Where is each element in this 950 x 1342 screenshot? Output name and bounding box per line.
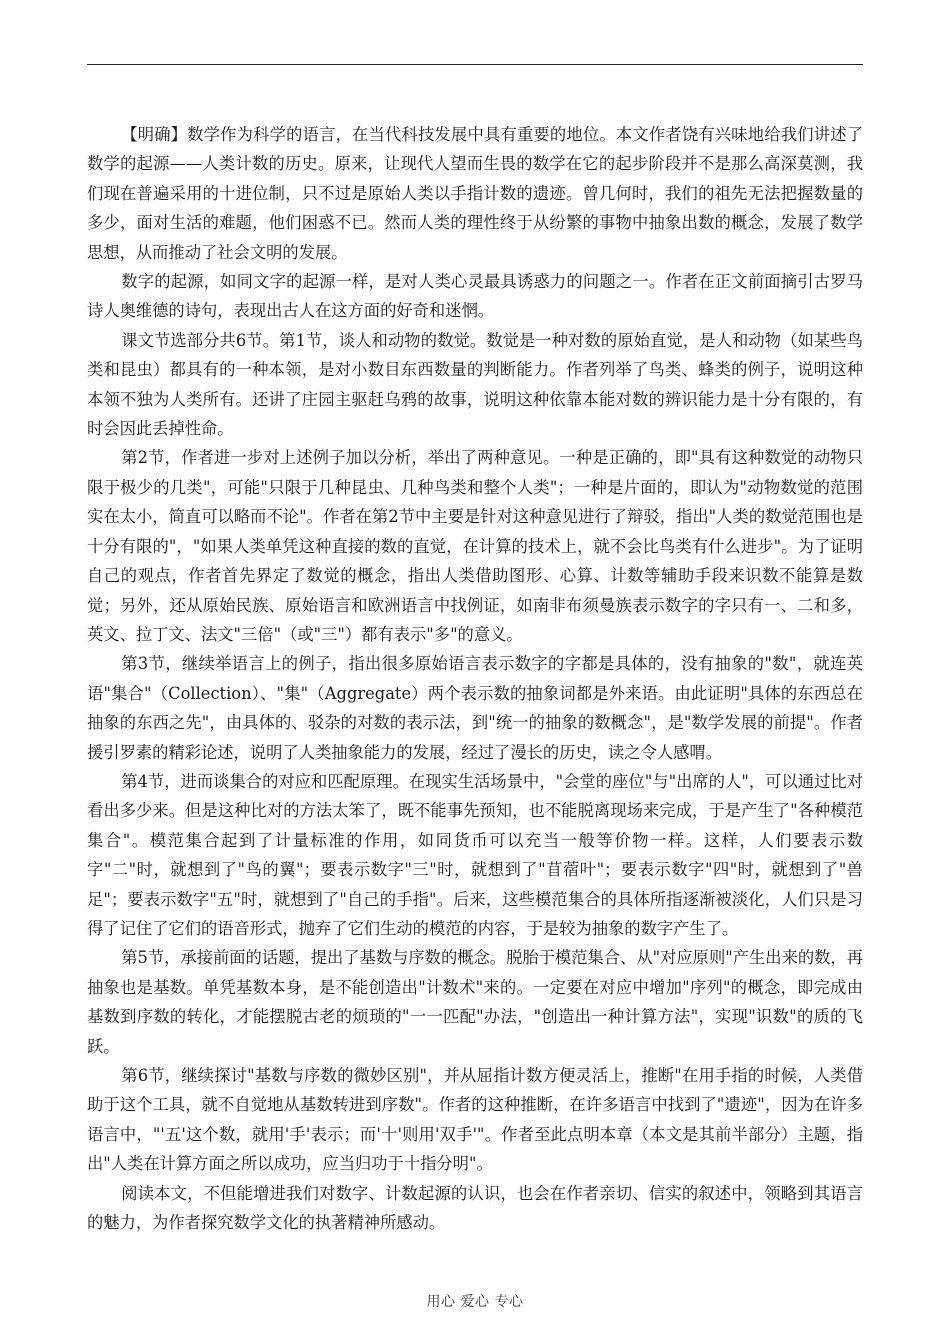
page-footer: 用心 爱心 专心 bbox=[426, 1294, 524, 1310]
paragraph-section-2: 第2节，作者进一步对上述例子加以分析，举出了两种意见。一种是正确的，即"具有这种数觉的动物只限于极少的几类"，可能"只限于几种昆虫、几种鸟类和整个人类"；一种是片面的，即认为"动物数觉的范围实在太小，简直可以略而不论"。作者在第2节中主要是针对这种意见进行了辩驳，指出"人类的数觉范围也是十分有限的"，"如果人类单凭这种直接的数的直觉，在计算的技术上，就不会比鸟类有什么进步"。为了证明自己的观点，作者首先界定了数觉的概念，指出人类借助图形、心算、计数等辅助手段来识数不能算是数觉；另外，还从原始民族、原始语言和欧洲语言中找例证，如南非布须曼族表示数字的字只有一、二和多，英文、拉丁文、法文"三倍"（或"三"）都有表示"多"的意义。 bbox=[87, 448, 863, 644]
paragraph-section-6: 第6节，继续探讨"基数与序数的微妙区别"，并从屈指计数方便灵活上，推断"在用手指的时候，人类借助于这个工具，就不自觉地从基数转进到序数"。作者的这种推断，在许多语言中找到了"遗迹"，因为在许多语言中，"'五'这个数，就用'手'表示；而'十'则用'双手'"。作者至此点明本章（本文是其前半部分）主题，指出"人类在计算方面之所以成功，应当归功于十指分明"。 bbox=[87, 1066, 863, 1174]
paragraph-section-5: 第5节，承接前面的话题，提出了基数与序数的概念。脱胎于模范集合、从"对应原则"产生出来的数，再抽象也是基数。单凭基数本身，是不能创造出"计数术"来的。一定要在对应中增加"序列"的概念，即完成由基数到序数的转化，才能摆脱古老的烦琐的"一一匹配"办法，"创造出一种计算方法"，实现"识数"的质的飞跃。 bbox=[87, 948, 863, 1056]
paragraph-intro: 【明确】数学作为科学的语言，在当代科技发展中具有重要的地位。本文作者饶有兴味地给我们讲述了数学的起源——人类计数的历史。原来，让现代人望而生畏的数学在它的起步阶段并不是那么高深莫测，我们现在普遍采用的十进位制，只不过是原始人类以手指计数的遗迹。曾几何时，我们的祖先无法把握数量的多少，面对生活的难题，他们困惑不已。然而人类的理性终于从纷繁的事物中抽象出数的概念，发展了数学思想，从而推动了社会文明的发展。 bbox=[87, 125, 863, 262]
paragraph-section-3: 第3节，继续举语言上的例子，指出很多原始语言表示数字的字都是具体的，没有抽象的"数"，就连英语"集合"（Collection）、"集"（Aggregate）两个表示数的抽象词都是外来语。由此证明"具体的东西总在抽象的东西之先"，由具体的、驳杂的对数的表示法，到"统一的抽象的数概念"，是"数学发展的前提"。作者援引罗素的精彩论述，说明了人类抽象能力的发展，经过了漫长的历史，读之令人感喟。 bbox=[87, 654, 863, 762]
paragraph-section-1: 课文节选部分共6节。第1节，谈人和动物的数觉。数觉是一种对数的原始直觉，是人和动物（如某些鸟类和昆虫）都具有的一种本领，是对小数目东西数量的判断能力。作者列举了鸟类、蜂类的例子，说明这种本领不独为人类所有。还讲了庄园主驱赶乌鸦的故事，说明这种依靠本能对数的辨识能力是十分有限的，有时会因此丢掉性命。 bbox=[87, 330, 863, 439]
paragraph-section-4: 第4节，进而谈集合的对应和匹配原理。在现实生活场景中，"会堂的座位"与"出席的人"，可以通过比对看出多少来。但是这种比对的方法太笨了，既不能事先预知，也不能脱离现场来完成，于是产生了"各种模范集合"。模范集合起到了计量标准的作用，如同货币可以充当一般等价物一样。这样，人们要表示数字"二"时，就想到了"鸟的翼"；要表示数字"三"时，就想到了"苜蓿叶"；要表示数字"四"时，就想到了"兽足"；要表示数字"五"时，就想到了"自己的手指"。后来，这些模范集合的具体所指逐渐被淡化，人们只是习得了记住了它们的语音形式，抛弃了它们生动的模范的内容，于是较为抽象的数字产生了。 bbox=[87, 771, 863, 938]
paragraph-origin: 数字的起源，如同文字的起源一样，是对人类心灵最具诱惑力的问题之一。作者在正文前面摘引古罗马诗人奥维德的诗句，表现出古人在这方面的好奇和迷惘。 bbox=[87, 272, 863, 321]
document-body bbox=[87, 120, 863, 1237]
header-rule bbox=[87, 64, 863, 65]
paragraph-conclusion: 阅读本文，不但能增进我们对数字、计数起源的认识，也会在作者亲切、信实的叙述中，领略到其语言的魅力，为作者探究数学文化的执著精神所感动。 bbox=[87, 1183, 863, 1233]
